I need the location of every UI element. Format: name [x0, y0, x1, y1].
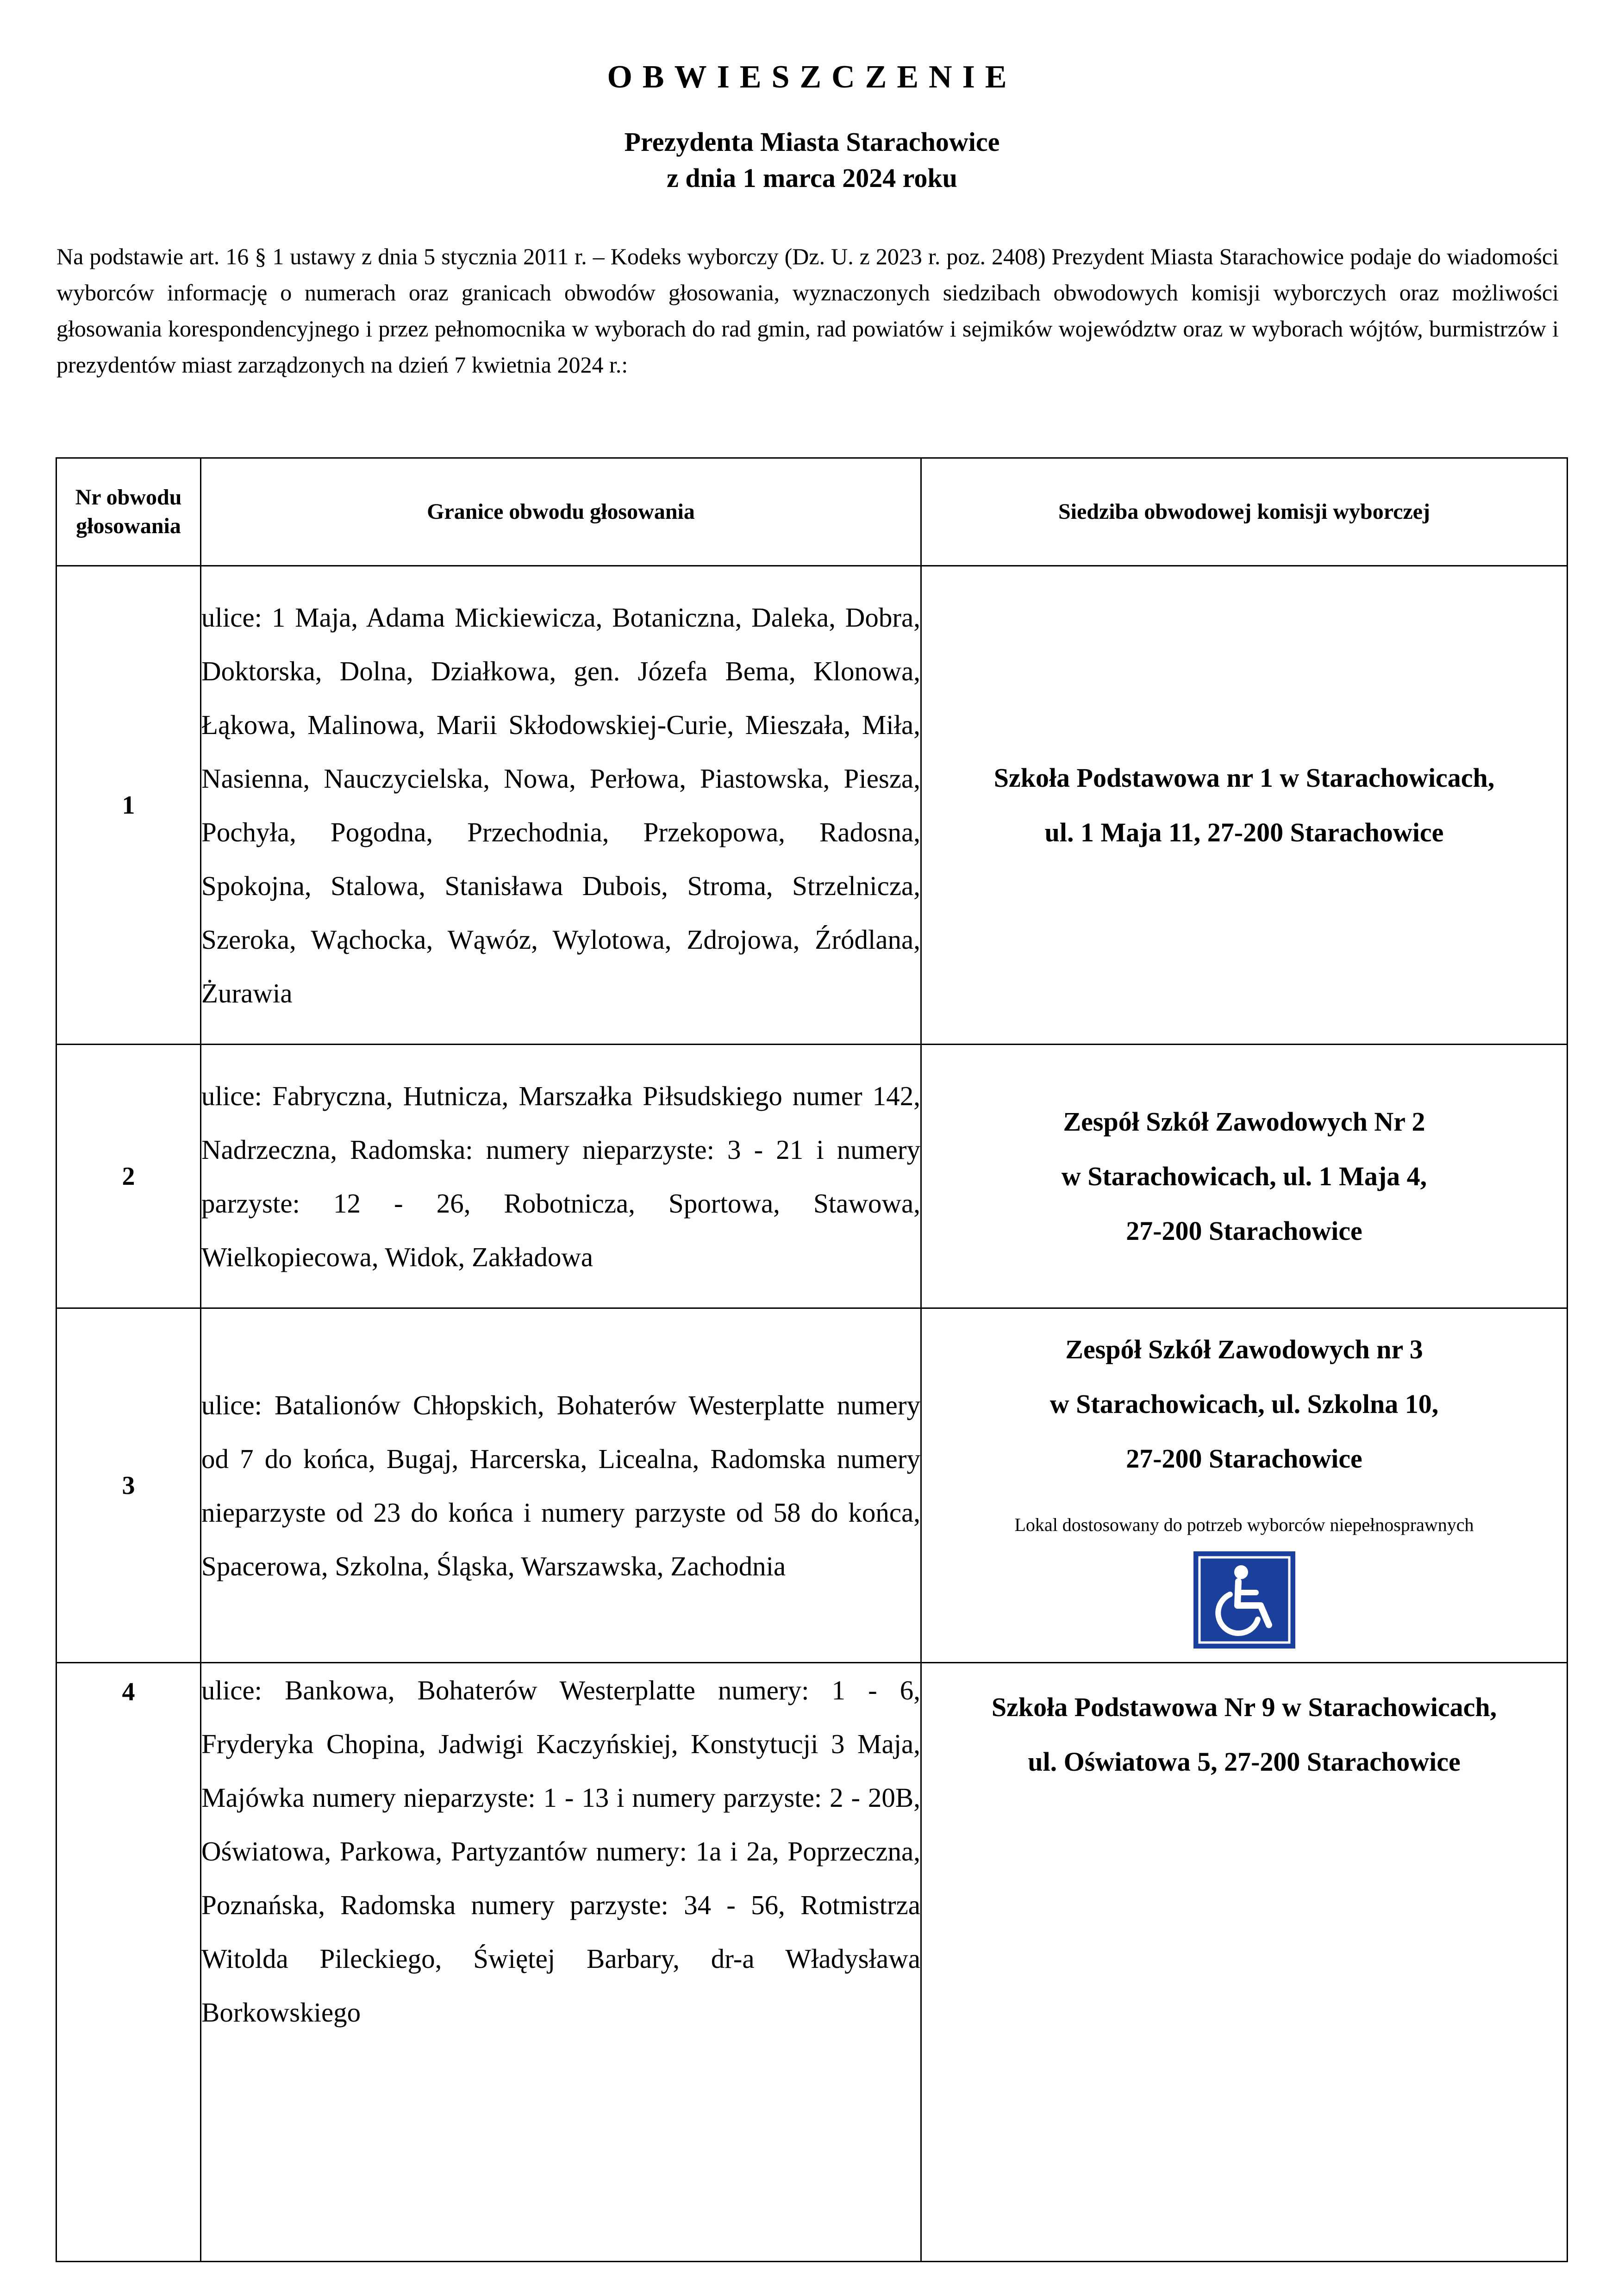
- table-row: [56, 1308, 1568, 1663]
- seat-line: Zespół Szkół Zawodowych Nr 2: [1063, 1106, 1425, 1137]
- seat-line: 27-200 Starachowice: [1126, 1215, 1362, 1246]
- seat-line: Zespół Szkół Zawodowych nr 3: [1065, 1334, 1423, 1364]
- header-commission-seat: Siedziba obwodowej komisji wyborczej: [921, 458, 1568, 566]
- district-number: 1: [56, 566, 201, 1045]
- table-row: [56, 566, 1568, 1045]
- document-date: z dnia 1 marca 2024 roku: [667, 163, 957, 193]
- district-number: 2: [56, 1045, 201, 1308]
- commission-seat: [921, 1308, 1568, 1663]
- table-row: [56, 1045, 1568, 1308]
- seat-line: w Starachowicach, ul. Szkolna 10,: [1049, 1388, 1439, 1419]
- district-number: 3: [56, 1308, 201, 1663]
- voting-districts-table: [56, 457, 1568, 2262]
- header-district-number: Nr obwodu głosowania: [56, 458, 201, 566]
- district-boundaries: ulice: Bankowa, Bohaterów Westerplatte numery: 1 - 6, Fryderyka Chopina, Jadwigi Kaczyńskiej, Konstytucji 3 Maja, Majówka numery nieparzyste: 1 - 13 i numery parzyste: 2 - 20B, Oświatowa, Parkowa, Partyzantów numery: 1a i 2a, Poprzeczna, Poznańska, Radomska numery parzyste: 34 - 56, Rotmistrza Witolda Pileckiego, Świętej Barbary, dr-a Władysława Borkowskiego: [201, 1663, 921, 2262]
- district-boundaries: ulice: Batalionów Chłopskich, Bohaterów Westerplatte numery od 7 do końca, Bugaj, Harcerska, Licealna, Radomska numery nieparzyste od 23 do końca i numery parzyste od 58 do końca, Spacerowa, Szkolna, Śląska, Warszawska, Zachodnia: [201, 1308, 921, 1663]
- seat-line: Szkoła Podstawowa nr 1 w Starachowicach,: [993, 762, 1495, 793]
- table-row: [56, 1663, 1568, 2262]
- commission-seat: [921, 566, 1568, 1045]
- commission-seat: [921, 1663, 1568, 2262]
- seat-line: Szkoła Podstawowa Nr 9 w Starachowicach,: [991, 1692, 1497, 1722]
- seat-line: ul. Oświatowa 5, 27-200 Starachowice: [1028, 1747, 1461, 1777]
- header-district-boundaries: Granice obwodu głosowania: [201, 458, 921, 566]
- district-boundaries: ulice: Fabryczna, Hutnicza, Marszałka Piłsudskiego numer 142, Nadrzeczna, Radomska: numery nieparzyste: 3 - 21 i numery parzyste: 12 - 26, Robotnicza, Sportowa, Stawowa, Wielkopiecowa, Widok, Zakładowa: [201, 1045, 921, 1308]
- seat-line: 27-200 Starachowice: [1126, 1443, 1362, 1474]
- wheelchair-icon: [1193, 1551, 1296, 1649]
- district-number: 4: [56, 1663, 201, 2262]
- seat-line: w Starachowicach, ul. 1 Maja 4,: [1061, 1161, 1427, 1191]
- accessibility-note: Lokal dostosowany do potrzeb wyborców niepełnosprawnych: [1014, 1514, 1474, 1535]
- intro-paragraph: Na podstawie art. 16 § 1 ustawy z dnia 5 stycznia 2011 r. – Kodeks wyborczy (Dz. U. z 2023 r. poz. 2408) Prezydent Miasta Starachowice podaje do wiadomości wyborców informację o numerach oraz granicach obwodów głosowania, wyznaczonych siedzibach obwodowych komisji wyborczych oraz możliwości głosowania korespondencyjnego i przez pełnomocnika w wyborach do rad gmin, rad powiatów i sejmików województw oraz w wyborach wójtów, burmistrzów i prezydentów miast zarządzonych na dzień 7 kwietnia 2024 r.:: [56, 243, 1559, 378]
- district-boundaries: ulice: 1 Maja, Adama Mickiewicza, Botaniczna, Daleka, Dobra, Doktorska, Dolna, Działkowa, gen. Józefa Bema, Klonowa, Łąkowa, Malinowa, Marii Skłodowskiej-Curie, Mieszała, Miła, Nasienna, Nauczycielska, Nowa, Perłowa, Piastowska, Piesza, Pochyła, Pogodna, Przechodnia, Przekopowa, Radosna, Spokojna, Stalowa, Stanisława Dubois, Stroma, Strzelnicza, Szeroka, Wąchocka, Wąwóz, Wylotowa, Zdrojowa, Źródlana, Żurawia: [201, 566, 921, 1045]
- table-header-row: [56, 458, 1568, 566]
- document-issuer: Prezydenta Miasta Starachowice: [624, 127, 1000, 157]
- commission-seat: [921, 1045, 1568, 1308]
- seat-line: ul. 1 Maja 11, 27-200 Starachowice: [1044, 817, 1444, 847]
- document-title: OBWIESZCZENIE: [607, 59, 1017, 95]
